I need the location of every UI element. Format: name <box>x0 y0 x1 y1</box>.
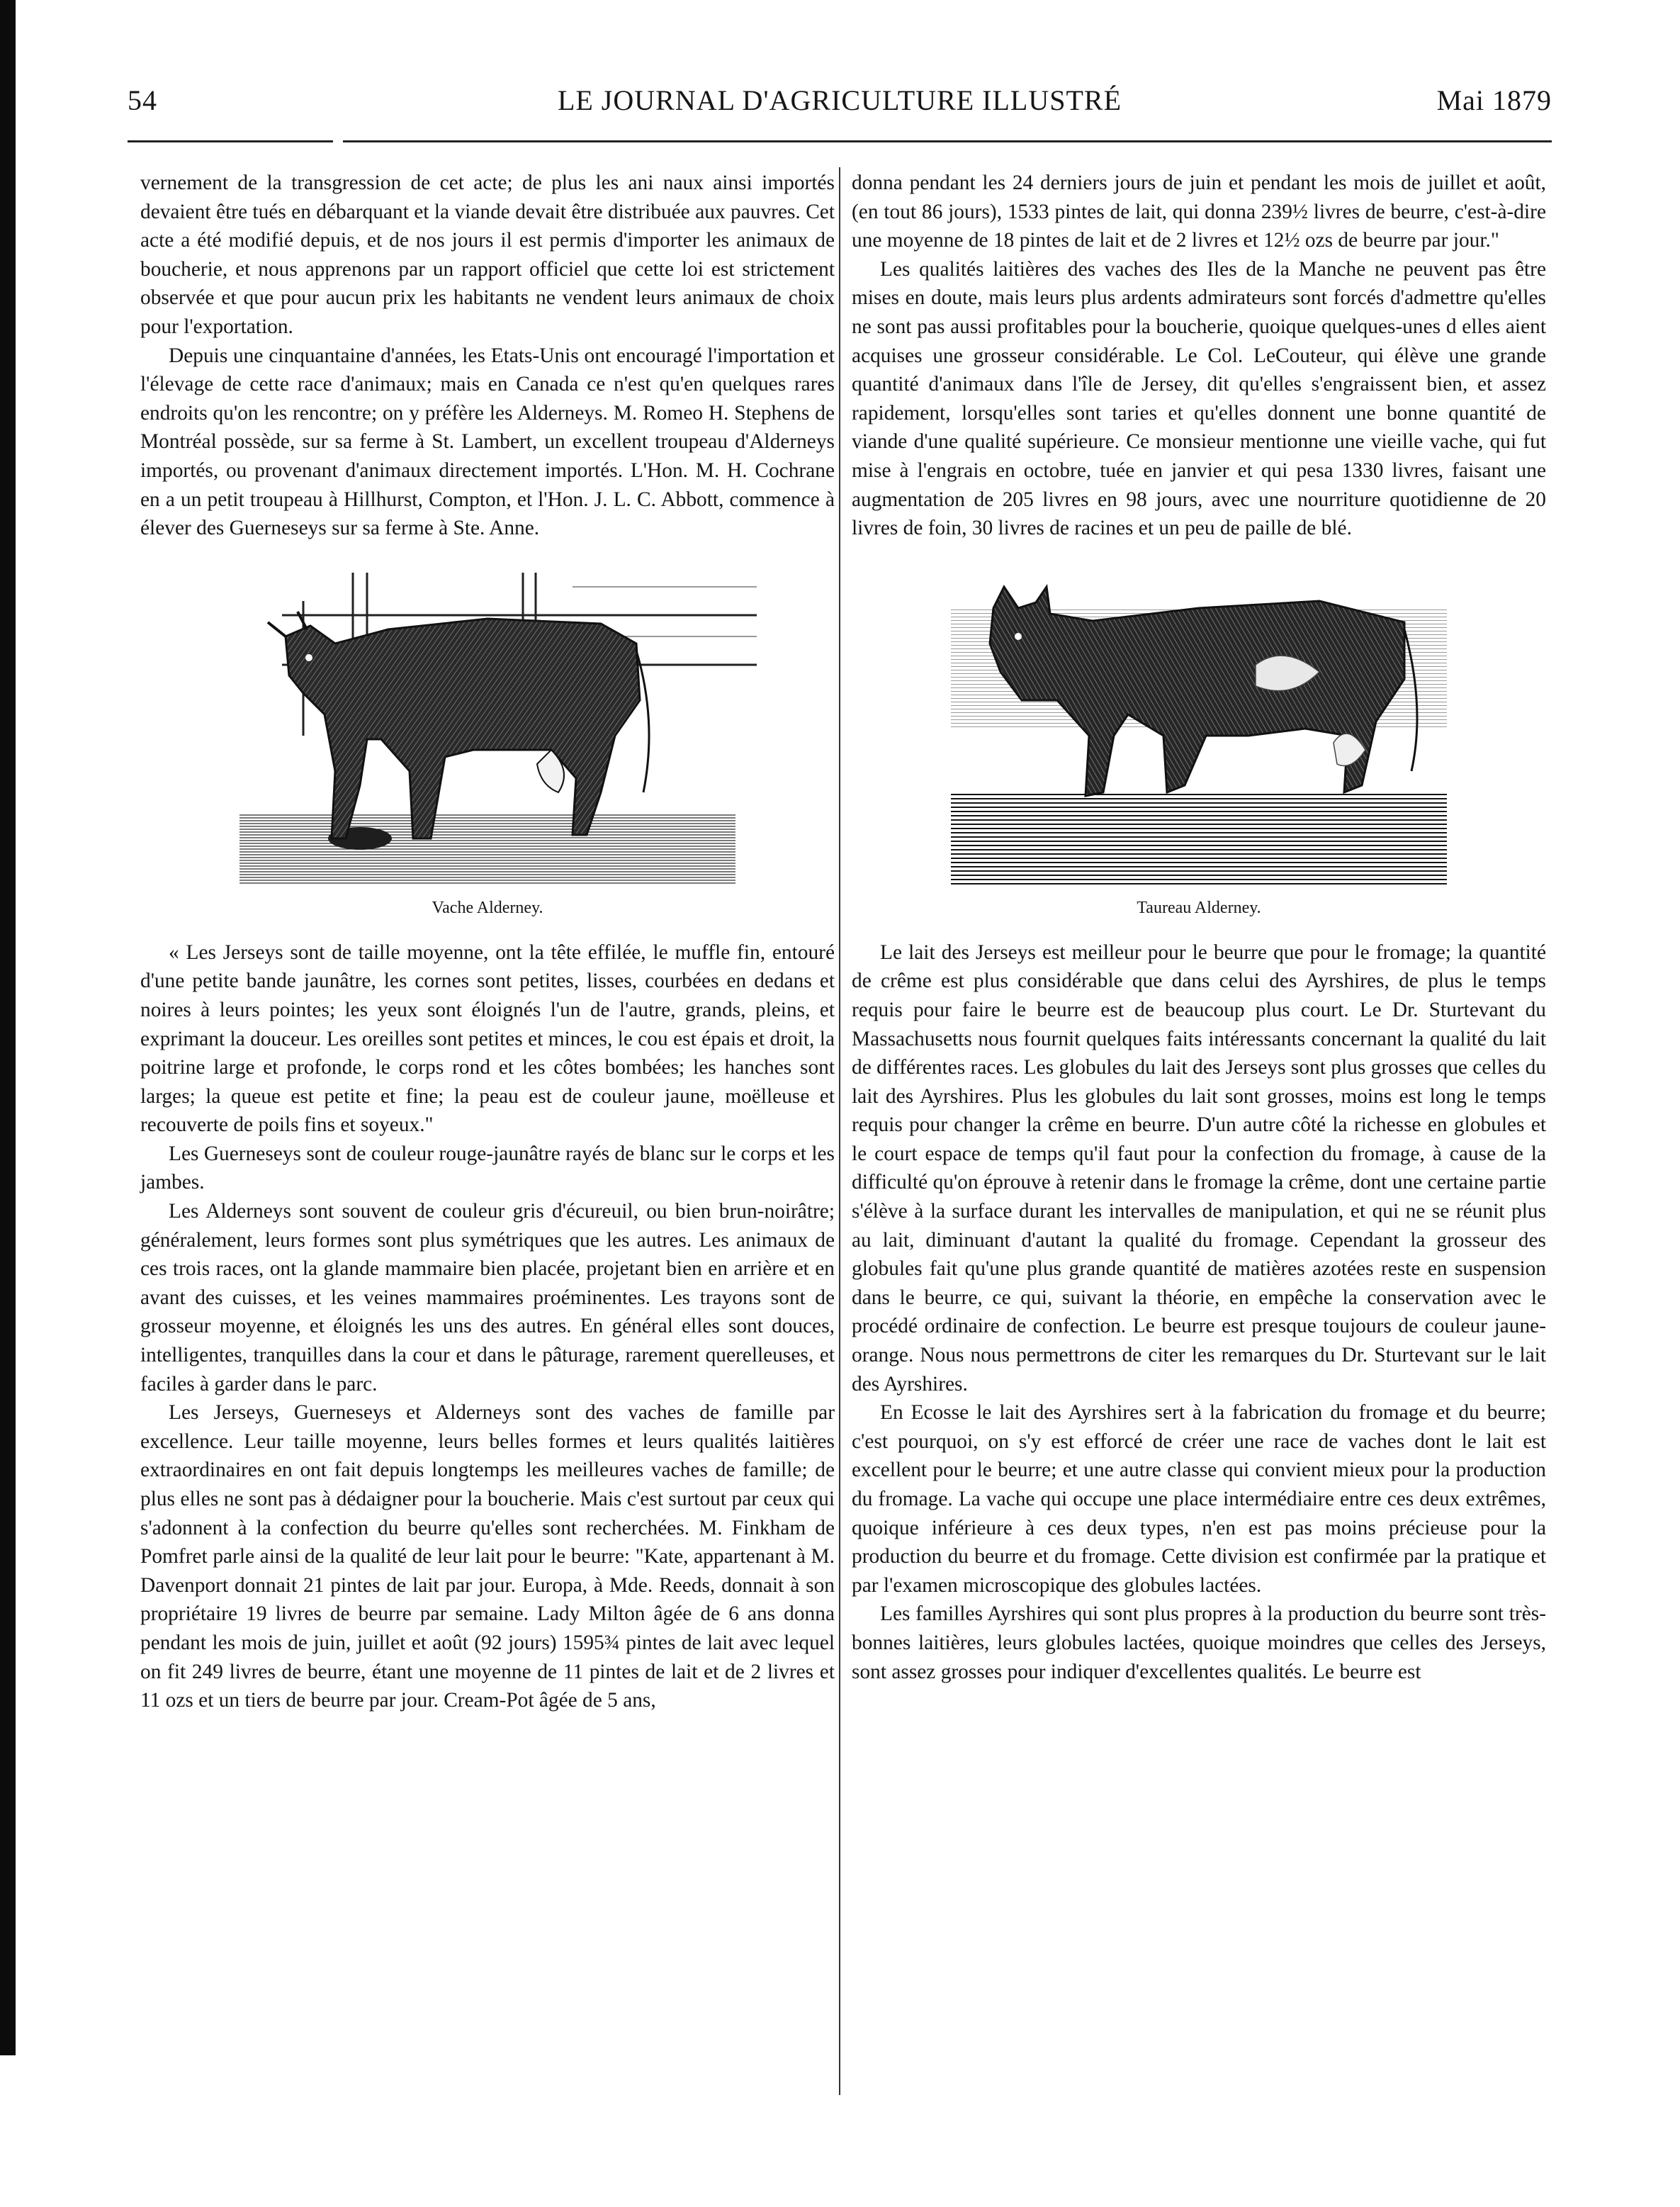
paragraph: Les familles Ayrshires qui sont plus propres à la production du beurre sont très-bonnes laitières, leurs globules lactées, quoique moindres que celles des Jerseys, sont assez grosses pour indiquer d'excellentes qualités. Le beurre est <box>852 1602 1546 1683</box>
figure-caption: Taureau Alderney. <box>1137 898 1261 917</box>
cow-illustration <box>140 558 835 892</box>
paragraph: donna pendant les 24 derniers jours de juin et pendant les mois de juillet et août, (en tout 86 jours), 1533 pintes de lait, qui donna 239½ livres de beurre, c'est-à-dire une moyenne de 18 pintes de lait et de 2 livres et 12½ ozs de beurre par jour." <box>852 172 1546 252</box>
paragraph: « Les Jerseys sont de taille moyenne, ont la tête effilée, le muffle fin, entouré d'une petite bande jaunâtre, les cornes sont petites, lisses, courbées en dedans et noires à leurs pointes; les yeux sont éloignés l'un de l'autre, grands, pleins, et exprimant la douceur. Les oreilles sont petites et minces, le cou est épais et droit, la poitrine large et profonde, le corps rond et les côtes bombées; les hanches sont larges; la queue est petite et fine; la peau est de couleur jaune, moëlleuse et recouverte de poils fins et soyeux." <box>140 940 835 1137</box>
left-column <box>140 169 835 1715</box>
figure-caption: Vache Alderney. <box>432 898 543 917</box>
bull-illustration <box>852 558 1546 892</box>
right-column <box>852 169 1546 1686</box>
binding-edge <box>0 0 16 2055</box>
paragraph: Les Alderneys sont souvent de couleur gris d'écureuil, ou bien brun-noirâtre; généralement, leurs formes sont plus symétriques que les autres. Les animaux de ces trois races, ont la glande mammaire bien placée, projetant bien en arrière et en avant des cuisses, et les veines mammaires proéminentes. Les trayons sont de grosseur moyenne, et éloignés les uns des autres. En général elles sont douces, intelligentes, tranquilles dans la cour et dans le pâturage, rarement querelleuses, et faciles à garder dans le parc. <box>140 1200 835 1395</box>
alderney-bull-engraving <box>951 558 1447 892</box>
paragraph: vernement de la transgression de cet acte; de plus les ani naux ainsi importés devaient être tués en débarquant et la viande devait être distribuée aux pauvres. Cet acte a été modifié depuis, et de nos jours il est permis d'importer les animaux de boucherie, et nous apprenons par un rapport officiel que cette loi est strictement observée et que pour aucun prix les habitants ne vendent leurs animaux de choix pour l'exportation. <box>140 172 835 338</box>
page-header <box>128 84 1552 126</box>
journal-title: LE JOURNAL D'AGRICULTURE ILLUSTRÉ <box>557 84 1122 116</box>
paragraph: Depuis une cinquantaine d'années, les Etats-Unis ont encouragé l'importation et l'élevage de cette race d'animaux; mais en Canada ce n'est qu'en quelques rares endroits qu'on les rencontre; on y préfère les Alderneys. M. Romeo H. Stephens de Montréal possède, sur sa ferme à St. Lambert, un excellent troupeau d'Alderneys importés, ou provenant d'animaux directement importés. L'Hon. M. H. Cochrane en a un petit troupeau à Hillhurst, Compton, et l'Hon. J. L. C. Abbott, commence à élever des Guerneseys sur sa ferme à Ste. Anne. <box>140 344 835 540</box>
issue-date: Mai 1879 <box>1436 84 1552 116</box>
page-number: 54 <box>128 84 157 116</box>
alderney-cow-engraving <box>218 558 757 892</box>
paragraph: En Ecosse le lait des Ayrshires sert à la fabrication du fromage et du beurre; c'est pourquoi, on s'y est efforcé de créer une race de vaches dont le lait est excellent pour le beurre; et une autre classe qui convient mieux pour la production du fromage. La vache qui occupe une place intermédiaire entre ces deux extrêmes, quoique inférieure à ces deux types, n'en est pas moins précieuse pour la production du beurre et du fromage. Cette division est confirmée par la pratique et par l'examen microscopique des globules lactées. <box>852 1401 1546 1597</box>
header-rule-long <box>343 140 1552 142</box>
header-rule-short <box>128 140 333 142</box>
paragraph: Les qualités laitières des vaches des Iles de la Manche ne peuvent pas être mises en doute, mais leurs plus ardents admirateurs sont forcés d'admettre qu'elles ne sont pas aussi profitables pour la boucherie, quoique quelques-unes d elles aient acquises une grosseur considérable. Le Col. LeCouteur, qui élève une grande quantité d'animaux dans l'île de Jersey, dit qu'elles s'engraissent bien, et assez rapidement, lorsqu'elles sont taries et qu'elles donnent une bonne quantité de viande d'une qualité supérieure. Ce monsieur mentionne une vieille vache, qui fut mise à l'engrais en octobre, tuée en janvier et qui pesa 1330 livres, faisant une augmentation de 205 livres en 98 jours, avec une nourriture quotidienne de 20 livres de foin, 30 livres de racines et un peu de paille de blé. <box>852 257 1546 540</box>
paragraph: Les Guerneseys sont de couleur rouge-jaunâtre rayés de blanc sur le corps et les jambes. <box>140 1142 835 1194</box>
column-divider <box>839 167 840 2095</box>
paragraph: Le lait des Jerseys est meilleur pour le beurre que pour le fromage; la quantité de crême est plus considérable que dans celui des Ayrshires, de plus le temps requis pour faire le beurre est de beaucoup plus court. Le Dr. Sturtevant du Massachusetts nous fournit quelques faits intéressants concernant la qualité du lait de différentes races. Les globules du lait des Jerseys sont plus grosses que celles du lait des Ayrshires. Plus les globules du lait sont grosses, moins est long le temps requis pour changer la crême en beurre. D'un autre côté la richesse en globules et le court espace de temps qu'il faut pour la confection du fromage, à cause de la difficulté qu'on éprouve à retenir dans le fromage la crême, dont une certaine partie s'élève à la surface durant les intervalles de manipulation, et qui ne se réunit plus au lait, diminuant d'autant la qualité du fromage. Cependant la grosseur des globules fait qu'une plus grande quantité de matières azotées reste en suspension dans le beurre, ce qui, suivant la théorie, en empêche la conservation avec le procédé ordinaire de confection. Le beurre est presque toujours de couleur jaune-orange. Nous nous permettrons de citer les remarques du Dr. Sturtevant sur le lait des Ayrshires. <box>852 940 1546 1395</box>
paragraph: Les Jerseys, Guerneseys et Alderneys sont des vaches de famille par excellence. Leur taille moyenne, leurs belles formes et leurs qualités laitières extraordinaires en ont fait depuis longtemps les meilleures vaches de famille; de plus elles ne sont pas à dédaigner pour la boucherie. Mais c'est surtout par ceux qui s'adonnent à la confection du beurre qu'elles sont recherchées. M. Finkham de Pomfret parle ainsi de la qualité de leur lait pour le beurre: "Kate, appartenant à M. Davenport donnait 21 pintes de lait par jour. Europa, à Mde. Reeds, donnait à son propriétaire 19 livres de beurre par semaine. Lady Milton âgée de 6 ans donna pendant les mois de juin, juillet et août (92 jours) 1595¾ pintes de lait avec lequel on fit 249 livres de beurre, étant une moyenne de 11 pintes de lait et de 2 livres et 11 ozs et un tiers de beurre par jour. Cream-Pot âgée de 5 ans, <box>140 1401 835 1712</box>
